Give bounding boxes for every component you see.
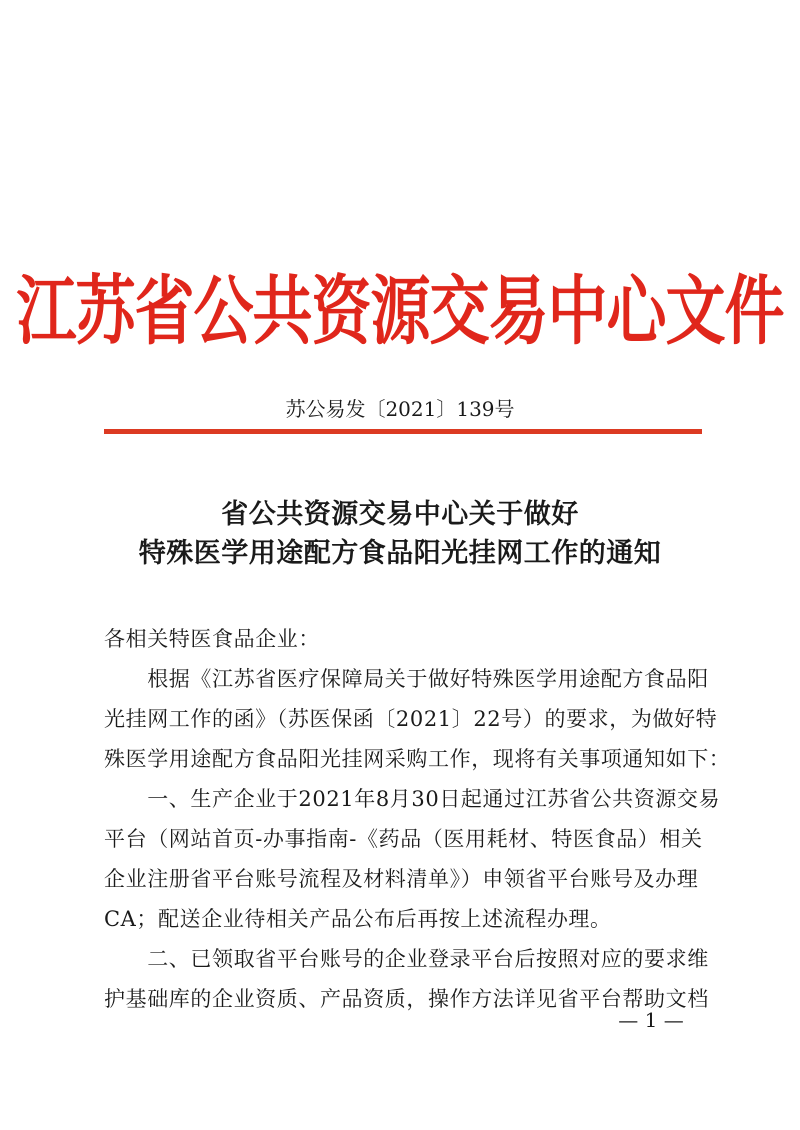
body-line: 一、生产企业于2021年8月30日起通过江苏省公共资源交易 [104, 787, 721, 811]
body-line: 根据《江苏省医疗保障局关于做好特殊医学用途配方食品阳 [104, 667, 709, 691]
masthead-title: 江苏省公共资源交易中心文件 [16, 268, 784, 356]
body-line: 平台（网站首页-办事指南-《药品（医用耗材、特医食品）相关 [104, 827, 703, 851]
body-line: CA；配送企业待相关产品公布后再按上述流程办理。 [104, 907, 612, 931]
document-number: 苏公易发〔2021〕139号 [285, 397, 515, 421]
notice-title-line-1: 省公共资源交易中心关于做好 [221, 499, 579, 530]
body-line: 护基础库的企业资质、产品资质，操作方法详见省平台帮助文档 [104, 987, 709, 1011]
notice-title-line-2: 特殊医学用途配方食品阳光挂网工作的通知 [138, 538, 662, 569]
body-line: 殊医学用途配方食品阳光挂网采购工作，现将有关事项通知如下： [104, 747, 731, 771]
page-number: — 1 — [618, 1008, 684, 1032]
body-line: 二、已领取省平台账号的企业登录平台后按照对应的要求维 [104, 947, 709, 971]
body-line: 光挂网工作的函》（苏医保函〔2021〕22号）的要求，为做好特 [104, 707, 718, 731]
salutation: 各相关特医食品企业： [104, 627, 320, 651]
red-divider-line [104, 429, 702, 434]
body-line: 企业注册省平台账号流程及材料清单》）申领省平台账号及办理 [104, 867, 699, 891]
